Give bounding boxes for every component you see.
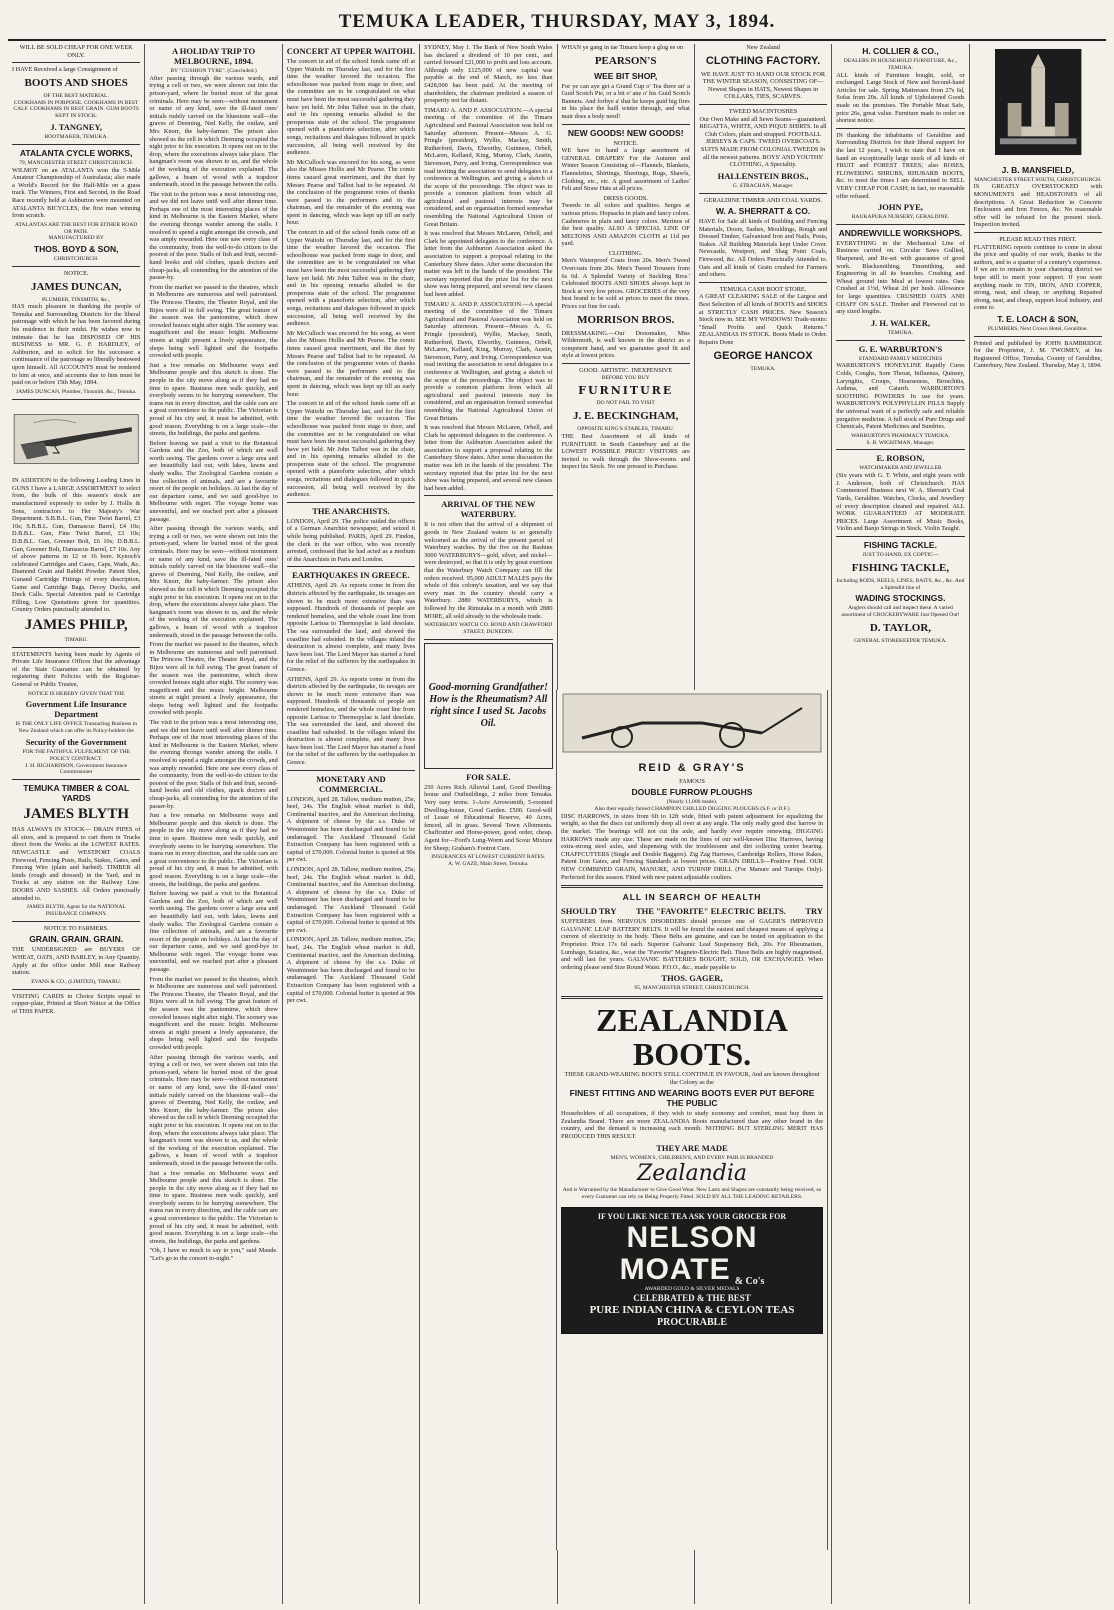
masthead: TEMUKA LEADER, THURSDAY, MAY 3, 1894. [8, 6, 1106, 41]
shotgun-illustration [12, 407, 140, 471]
column-7: H. COLLIER & CO., DEALERS IN HOUSEHOLD FURNITURE, &c., TEMUKA. ALL kinds of Furniture bought, sold, or exchanged. Large Stock of New and Second-hand Articles for sale. Spring Mattresses from 27s 6d, Sofas from 20s. All kinds of Upholstered Goods made on the premises. The Portable Meat Safe, price 26s, great value. Furniture made to order on shortest notice. IN thanking the inhabitants of Geraldine and Surrounding Districts for their liberal support for the last 12 years, I wish to state that I have on hand an exceptionally large stock of all kinds of FRUIT and FOREST TREES; also ROSES, FLOWERING SHRUBS, RHUBARB ROOTS, &c. to meet the times I am determined to SELL VERY CHEAP FOR CASH; in fact, no reasonable offer refused. JOHN PYE, RAUKAPUKA NURSERY, GERALDINE. ANDREWVILLE WORKSHOPS. EVERYTHING in the Mechanical Line of Business carried on. Circular Saws Gullied, Sharpened, and Re-set with guarantee of good work. Blacksmithing, Tinsmithing, and Engineering in all its branches. Crushing and Wheat ground into Meal at lowest rates. Oats Crushed at 1½d, Wheat 2d per bush. Allowance for large quantities. CRUSHED OATS AND CHAFF ON SALE. Timber and Firewood cut to any sized lengths. J. H. WALKER, TEMUKA. G. E. WARBURTON'S STANDARD FAMILY MEDICINES WARBURTON'S HONEYLINE Rapidly Cures Colds, Coughs, Sore Throat, Influenza, Quinsey, Laryngitis, Croups, Hoarseness, Bronchitis, Asthma, and Catarrh. WARBURTON'S SOOTHING POWDERS In use for years. WARBURTON'S POLYPHYLLIN PILLS Supply the universal want of a perfectly safe and reliable purgative medicine. A full stock of Pure Drugs and Chemicals, Patent Medicines and Sundries. WARBURTON'S PHARMACY TEMUKA. S. B. WIGHTMAN, Manager. E. ROBSON, WATCHMAKER AND JEWELLER (Six years with G. T. White, and eight years with J. Anderson, both of Christchurch. HAS Commenced Business next W. A. Sherratt's Coal Yards, Geraldine. Watches, Clocks, and Jewellery of every description cleaned and repaired. ALL WORK GUARANTEED AT MODERATE PRICES. Large Assortment of Music Books, Violin and Banjo Strings in Stock. Violin Taught. FISHING TACKLE. JUST TO HAND, EX COPTIC— FISHING TACKLE, Including RODS, REELS, LINES, BAITS, &c., &c. And a Splendid line of WADING STOCKINGS. Anglers should call and inspect these. A varied assortment of CROCKERYWARE Just Opened Out! D. TAYLOR, GENERAL STOREKEEPER TEMUKA. [832, 44, 969, 1604]
column-3: CONCERT AT UPPER WAITOHI. The concert in aid of the school funds came off at Upper Waitohi on Thursday last, and for the first time the weather favored the occasion. The schoolhouse was packed from stage to door, and the committee are to be congratulated on what must have been the most successful gathering they have yet held. Mr John Talbot was in the chair, and in his opening remarks alluded to the prosperous state of the school. The programme opened with a pianoforte selection, after which songs, recitations and dialogues followed in quick succession, all being well received by the audience. Mr McCulloch was encored for his song, as were also the Misses Hollis and Mr Pearse. The comic items caused great merriment, and the duet by Messrs Pearse and Talbot had to be repeated. At the conclusion of the programme votes of thanks were passed to the performers and to the chairman, and the remainder of the evening was spent in dancing, which was kept up till an early hour. The concert in aid of the school funds came off at Upper Waitohi on Thursday last, and for the first time the weather favored the occasion. The schoolhouse was packed from stage to door, and the committee are to be congratulated on what must have been the most successful gathering they have yet held. Mr John Talbot was in the chair, and in his opening remarks alluded to the prosperous state of the school. The programme opened with a pianoforte selection, after which songs, recitations and dialogues followed in quick succession, all being well received by the audience. Mr McCulloch was encored for his song, as were also the Misses Hollis and Mr Pearse. The comic items caused great merriment, and the duet by Messrs Pearse and Talbot had to be repeated. At the conclusion of the programme votes of thanks were passed to the performers and to the chairman, and the remainder of the evening was spent in dancing, which was kept up till an early hour. The concert in aid of the school funds came off at Upper Waitohi on Thursday last, and for the first time the weather favored the occasion. The schoolhouse was packed from stage to door, and the committee are to be congratulated on what must have been the most successful gathering they have yet held. Mr John Talbot was in the chair, and in his opening remarks alluded to the prosperous state of the school. The programme opened with a pianoforte selection, after which songs, recitations and dialogues followed in quick succession, all being well received by the audience. THE ANARCHISTS. LONDON, April 29. The police raided the offices of a German Anarchist newspaper, and seized it while being published. PARIS, April 29. Findon, the clerk in the war office, who was recently arrested, confessed that he had acted as a medium of the Anarchists in Paris and London. EARTHQUAKES IN GREECE. ATHENS, April 29. As reports come in from the districts affected by the earthquake, its ravages are shown to be much more extensive than was supposed. Hundreds of thousands of people are rendered homeless, and the whole coast line from opposite Larissa to Thermopylae is laid desolate. The sea surrounded the land, and showed the coastline had subsided. In the villages inland the destruction is almost complete, and many lives have been lost. The Lord Mayor has started a fund for the relief of the sufferers by the earthquakes in Greece. ATHENS, April 29. As reports come in from the districts affected by the earthquake, its ravages are shown to be much more extensive than was supposed. Hundreds of thousands of people are rendered homeless, and the whole coast line from opposite Larissa to Thermopylae is laid desolate. The sea surrounded the land, and showed the coastline had subsided. In the villages inland the destruction is almost complete, and many lives have been lost. The Lord Mayor has started a fund for the relief of the sufferers by the earthquakes in Greece. MONETARY AND COMMERCIAL. LONDON, April 28. Tallow, medium mutton, 25s; beef, 24s. The English wheat market is dull, Continental inactive, and the American declining. A shipment of cheese by the s.s. Duke of Westminster has been discharged and found to be undamaged. The Auckland Thousand Gold Extraction Company has been registered with a capital of £70,000. Colonial butter is quoted at 90s per cwt. LONDON, April 28. Tallow, medium mutton, 25s; beef, 24s. The English wheat market is dull, Continental inactive, and the American declining. A shipment of cheese by the s.s. Duke of Westminster has been discharged and found to be undamaged. The Auckland Thousand Gold Extraction Company has been registered with a capital of £70,000. Colonial butter is quoted at 90s per cwt. LONDON, April 28. Tallow, medium mutton, 25s; beef, 24s. The English wheat market is dull, Continental inactive, and the American declining. A shipment of cheese by the s.s. Duke of Westminster has been discharged and found to be undamaged. The Auckland Thousand Gold Extraction Company has been registered with a capital of £70,000. Colonial butter is quoted at 90s per cwt. [283, 44, 420, 1604]
ad-heading: BOOTS AND SHOES [24, 76, 128, 89]
plough-illustration [561, 693, 823, 753]
column-5: WHAN ye gang in tae Timaru keep a glog ee on PEARSON'S WEE BIT SHOP, For ye can aye get a Grand Cup o' Tea there an' a Guid Scotch Pie, or a bit o' ane o' his Guid Scotch Bannets. And forbye a' that he keeps guid big fires in his place the haill winter through, and what mair does a body need! NEW GOODS! NEW GOODS! NOTICE. WE have to hand a large assortment of GENERAL DRAPERY For the Autumn and Winter Season Consisting of—Flannels, Blankets, Flannelettes, Shirtings, Sheetings, Rugs, Shawls, Clothing, etc., etc. A good assortment of Ladies' Felt and Straw Hats at all prices. DRESS GOODS. Tweeds in all colors and qualities. Serges at various prices. Hopsacks in plain and fancy colors. Cashmeres in plain and fancy colors. Merinos of the best quality. ALSO A SPECIAL LINE OF MELTONS AND AMAZON CLOTH at 11d per yard. CLOTHING. Men's Waterproof Coats from 20s. Men's Tweed Overcoats from 20s. Men's Tweed Trousers from 6s 6d. A Splendid Variety of Suckling Bros.' Celebrated BOOTS AND SHOES always kept in Stock at very low prices. GROCERIES of the very best brand to be sold at prices to meet the times. Prices cut fine for cash. MORRISON BROS. DRESSMAKING.—Our Dressmaker, Miss Wildermoth, is well known in the district as a competent hand, and we guarantee good fit and style at lowest prices. GOOD. ARTISTIC. INEXPENSIVE BEFORE YOU BUY FURNITURE DO NOT FAIL TO VISIT J. E. BECKINGHAM, OPPOSITE KING'S STABLES, TIMARU. THE Best Assortment of all kinds of FURNITURE in South Canterbury and at the LOWEST POSSIBLE PRICE! VISITORS are invited to walk through the Show-rooms and inspect his Stock. No one pressed to Purchase. [558, 44, 695, 1604]
st-jacobs-oil-ad: Good-morning Grandfather! How is the Rheumatism? All right since I used St. Jacobs Oil. [424, 643, 552, 769]
column-1: WILL BE SOLD CHEAP FOR ONE WEEK ONLY. I HAVE Received a large Consignment of BOOTS AND SHOES OF THE BEST MATERIAL. COOKHAMS IN PORPOISE. COOKHAMS IN BEST CALF. COOKHAMS IN BEST GRAIN. GUM BOOTS KEPT IN STOCK. J. TANGNEY, BOOTMAKER, TEMUKA. ATALANTA CYCLE WORKS, 79, MANCHESTER STREET CHRISTCHURCH. WILMOT on an ATALANTA won the 5-Mile Amateur Championship of Australasia; also made a World's Record for the Half-Mile on a grass track. The Winners, First and Second, in the Road Race recently held at Ashburton were mounted on ATALANTA BICYCLES, the first man winning from scratch. ATALANTAS ARE THE BEST FOR EITHER ROAD OR PATH. MANUFACTURED BY THOS. BOYD & SON, CHRISTCHURCH. NOTICE. JAMES DUNCAN, PLUMBER, TINSMITH, &c., HAS much pleasure in thanking the people of Temuka and Surrounding Districts for the liberal patronage with which he has been favored during his residence in their midst. He wishes now to intimate that he has DISPOSED OF HIS BUSINESS to MR. G. F. HARDLEY, of Ashburton, and to solicit for his successor a continuance of the patronage so liberally bestowed upon himself. All ACCOUNTS must be rendered to him at once, and accounts due to him must be paid on or before 15th May, 1894. JAMES DUNCAN, Plumber, Tinsmith, &c., Temuka. IN ADDITION to the following Leading Lines in GUNS I have a LARGE ASSORTMENT to select from, the bulk of this season's stock are manufactured expressly to order by J. Hollis & Sons, contractors to Her Majesty's War Department. S.B.B.L. Gun, Fine Twist Barrel, £3 10s; S.B.B.L. Gun, Damascus Barrel, £4 10s; D.B.B.L. Gun, Fine Twist Barrel, £3 10s; D.B.B.L. Gun, Greener Bolt, £6 10s; D.B.B.L. Gun, Greener Bolt, Damascus Barrel, £7 10s. Any of above patterns in 12 or 16 bore. Kynoch's celebrated Cartridges and Cases, Caps, Wads, &c. Diamond Grain and Rabbit Powder. Patent Shot, Gunand Cartridge Fittings of every description, Game and Cartridge Bags, Decoy Ducks, and Duck Calls. Special Attention paid to Cartridge Filling, Low Quotations given for quantities. Country Orders punctually attended to. JAMES PHILP, TIMARU. STATEMENTS having been made by Agents of Private Life Insurance Offices that the advantage of the State Guarantee can be obtained by registering their Policies with the Registrar-General or Public Trustee, NOTICE IS HEREBY GIVEN THAT THE Government Life Insurance Department IS THE ONLY LIFE OFFICE Transacting Business in New Zealand which can offer its Policy-holders the Security of the Government FOR THE FAITHFUL FULFILMENT OF THE POLICY CONTRACT. J. H. RICHARDSON, Government Insurance Commissioner TEMUKA TIMBER & COAL YARDS JAMES BLYTH HAS ALWAYS IN STOCK— DRAIN PIPES of all sizes, and is prepared to cart them in Trucks direct from the Works at the LOWEST RATES. NEWCASTLE and WESTPORT COALS Firewood, Fencing Posts, Rails, Stakes, Gates, and Fencing Wire (plain and barbed). TIMBER all kinds (rough and dressed) in the Yard, and in Trucks at any station on the Railway Line. DOORS AND SASHES. All Orders punctually attended to. JAMES BLYTH, Agent for the NATIONAL INSURANCE COMPANY. NOTICE TO FARMERS. GRAIN. GRAIN. GRAIN. THE UNDERSIGNED are BUYERS OF WHEAT, OATS, AND BARLEY, in Any Quantity. Apply at the office under Mill near Railway station. EVANS & CO., (LIMITED), TIMARU. VISITING CARDS in Choice Scripts equal to copper-plate, Printed at Short Notice at the Office of THIS PAPER. [8, 44, 145, 1604]
column-2: A HOLIDAY TRIP TO MELBOURNE, 1894. BY "CUSHION TYRE". (Concluded.) After passing through the various wards, and trying a cell or two, we were shown out into the prison-yard, where lie buried most of the great criminals. Here may be seen—without monument or name of any kind, save the ill-fated ones' initials rudely carved on the bluestone wall—the graves of Deeming, Ned Kelly, the outlaw, and Mrs Knorr, the baby-farmer. The prison also showed us the cell in which Deeming occupied the night prior to his execution. It opens out on to the drop, where the executions always take place. The hangman's room was shown to us, and the whole of the working of the execution explained. The gallows, a beam of wood with a trapdoor underneath, stood in the passage between the cells. The visit to the prison was a most interesting one, and we did not leave until well after dinner time. Perhaps one of the most interesting places of the kind in Melbourne is the Eastern Market, where the evening throngs wander among the stalls. I resolved to spend a night amongst the crowds, and was amply rewarded. Here one saw every class of the community, from the well-to-do citizen to the poorest of the poor. Stalls of fish and fruit, second-hand books and old clothes, quack doctors and cheap-jacks, all contending for the attention of the passer-by. From the market we passed to the theatres, which in Melbourne are numerous and well patronised. The Princess Theatre, the Theatre Royal, and the Bijou were all in full swing. The great feature of the season was the pantomime, which drew crowded houses night after night. The scenery was magnificent and the music bright. Melbourne streets at night present a lively appearance, the shops being well lighted and the footpaths crowded with people. Just a few remarks on Melbourne ways and Melbourne people and this sketch is done. The people in the city move along as if they had no time to spare. Business men walk quickly, and everybody seems to be hurrying somewhere. The trams run in every direction, and the cable cars are a great convenience to the public. The Victorian is proud of his city and, it must be admitted, with good reason. Everything is on a large scale—the streets, the buildings, the parks and gardens. Before leaving we paid a visit to the Botanical Gardens and the Zoo, both of which are well worth seeing. The gardens cover a large area and are beautifully laid out, with lakes, lawns and shady walks. The Zoological Gardens contain a fine collection of animals, and are a favourite resort of the people on holidays. At last the day of our departure came, and we said good-bye to Melbourne with regret. The voyage home was uneventful, and we reached port after a pleasant passage. After passing through the various wards, and trying a cell or two, we were shown out into the prison-yard, where lie buried most of the great criminals. Here may be seen—without monument or name of any kind, save the ill-fated ones' initials rudely carved on the bluestone wall—the graves of Deeming, Ned Kelly, the outlaw, and Mrs Knorr, the baby-farmer. The prison also showed us the cell in which Deeming occupied the night prior to his execution. It opens out on to the drop, where the executions always take place. The hangman's room was shown to us, and the whole of the working of the execution explained. The gallows, a beam of wood with a trapdoor underneath, stood in the passage between the cells. From the market we passed to the theatres, which in Melbourne are numerous and well patronised. The Princess Theatre, the Theatre Royal, and the Bijou were all in full swing. The great feature of the season was the pantomime, which drew crowded houses night after night. The scenery was magnificent and the music bright. Melbourne streets at night present a lively appearance, the shops being well lighted and the footpaths crowded with people. The visit to the prison was a most interesting one, and we did not leave until well after dinner time. Perhaps one of the most interesting places of the kind in Melbourne is the Eastern Market, where the evening throngs wander among the stalls. I resolved to spend a night amongst the crowds, and was amply rewarded. Here one saw every class of the community, from the well-to-do citizen to the poorest of the poor. Stalls of fish and fruit, second-hand books and old clothes, quack doctors and cheap-jacks, all contending for the attention of the passer-by. Just a few remarks on Melbourne ways and Melbourne people and this sketch is done. The people in the city move along as if they had no time to spare. Business men walk quickly, and everybody seems to be hurrying somewhere. The trams run in every direction, and the cable cars are a great convenience to the public. The Victorian is proud of his city and, it must be admitted, with good reason. Everything is on a large scale—the streets, the buildings, the parks and gardens. Before leaving we paid a visit to the Botanical Gardens and the Zoo, both of which are well worth seeing. The gardens cover a large area and are beautifully laid out, with lakes, lawns and shady walks. The Zoological Gardens contain a fine collection of animals, and are a favourite resort of the people on holidays. At last the day of our departure came, and we said good-bye to Melbourne with regret. The voyage home was uneventful, and we reached port after a pleasant passage. From the market we passed to the theatres, which in Melbourne are numerous and well patronised. The Princess Theatre, the Theatre Royal, and the Bijou were all in full swing. The great feature of the season was the pantomime, which drew crowded houses night after night. The scenery was magnificent and the music bright. Melbourne streets at night present a lively appearance, the shops being well lighted and the footpaths crowded with people. After passing through the various wards, and trying a cell or two, we were shown out into the prison-yard, where lie buried most of the great criminals. Here may be seen—without monument or name of any kind, save the ill-fated ones' initials rudely carved on the bluestone wall—the graves of Deeming, Ned Kelly, the outlaw, and Mrs Knorr, the baby-farmer. The prison also showed us the cell in which Deeming occupied the night prior to his execution. It opens out on to the drop, where the executions always take place. The hangman's room was shown to us, and the whole of the working of the execution explained. The gallows, a beam of wood with a trapdoor underneath, stood in the passage between the cells. Just a few remarks on Melbourne ways and Melbourne people and this sketch is done. The people in the city move along as if they had no time to spare. Business men walk quickly, and everybody seems to be hurrying somewhere. The trams run in every direction, and the cable cars are a great convenience to the public. The Victorian is proud of his city and, it must be admitted, with good reason. Everything is on a large scale—the streets, the buildings, the parks and gardens. "Oh, I have so much to say to you," said Maude. "Let's go to the concert to-night." [145, 44, 282, 1604]
tea-ad: IF YOU LIKE NICE TEA ASK YOUR GROCER FOR NELSON MOATE & Co's AWARDED GOLD & SILVER MEDALS CELEBRATED & THE BEST PURE INDIAN CHINA & CEYLON TEAS PROCURABLE [561, 1207, 823, 1334]
column-8: J. B. MANSFIELD, MANCHESTER STREET SOUTH, CHRISTCHURCH. IS GREATLY OVERSTOCKED with MONUMENTS and HEADSTONES of all descriptions. A Great Reduction in Concrete Enclosures and Iron Fences, &c. No reasonable offer will be refused for the present stock. Inspection invited. PLEASE READ THIS FIRST. FLATTERING reports continue to come in about the price and quality of our work, thanks to the authors, and to a quarter of a century's experience. If we are to remain in your charming district we hope still to merit your support. If you want anything made in TIN, IRON, AND COPPER, strong, neat, and cheap, or anything Repaired strong, neat, and cheap, support local industry, and come to T. E. LOACH & SON, PLUMBERS, Next Crown Hotel, Geraldine. Printed and published by JOHN BAMBRIDGE for the Proprietor, J. M. TWOMEY, at his Registered Office, Temuka, County of Geraldine, Canterbury, New Zealand. Thursday, May 3, 1894. [970, 44, 1106, 1604]
article-heading: A HOLIDAY TRIP TO MELBOURNE, 1894. [171, 46, 256, 66]
monument-illustration [974, 48, 1102, 156]
column-4: SYDNEY, May 1. The Bank of New South Wales has declared a dividend of 10 per cent., and carried forward £21,000 to profit and loss account. Although only £125,000 of new capital was payable at the end of March, no less than £428,000 has been paid. At the meeting of shareholders, the chairman predicted a season of prosperity not far distant. TIMARU A. AND P. ASSOCIATION.—A special meeting of the committee of the Timaru Agricultural and Pastoral Association was held on Saturday afternoon. Present—Messrs A. G. Pringle (president), Wyllie, Mackay, Smith, Rutherford, Davis, Elworthy, Guinness, Orbell, McLaren, Kelland, King, Murray, Clark, Austin, Stevenson, Parry, and Irving. Correspondence was read inviting the association to send delegates to a conference at Wellington, and giving a sketch of the scope of the proceedings. The object was to provide a common platform from which all agricultural and pastoral interests may be considered, and an organisation formed somewhat resembling the National Agricultural Union of Great Britain. It was resolved that Messrs McLaren, Orbell, and Clark be appointed delegates to the conference. A letter from the Ashburton Association asked the association to support a proposal relating to the Canterbury Show dates. After some discussion the matter was left in the hands of the president. The secretary reported that the prize list for the next show was being prepared, and several new classes had been added. TIMARU A. AND P. ASSOCIATION.—A special meeting of the committee of the Timaru Agricultural and Pastoral Association was held on Saturday afternoon. Present—Messrs A. G. Pringle (president), Wyllie, Mackay, Smith, Rutherford, Davis, Elworthy, Guinness, Orbell, McLaren, Kelland, King, Murray, Clark, Austin, Stevenson, Parry, and Irving. Correspondence was read inviting the association to send delegates to a conference at Wellington, and giving a sketch of the scope of the proceedings. The object was to provide a common platform from which all agricultural and pastoral interests may be considered, and an organisation formed somewhat resembling the National Agricultural Union of Great Britain. It was resolved that Messrs McLaren, Orbell, and Clark be appointed delegates to the conference. A letter from the Ashburton Association asked the association to support a proposal relating to the Canterbury Show dates. After some discussion the matter was left in the hands of the president. The secretary reported that the prize list for the next show was being prepared, and several new classes had been added. ARRIVAL OF THE NEW WATERBURY. It is not often that the arrival of a shipment of goods in New Zealand waters is so generally welcomed as the arrival of the present parcel of Waterbury watches. By the five on the Rashine 3000 WATERBURYS—gold, silver, and nickel—were destroyed, so that it is only by great exertions that the Waterbury Watch Company can fill the orders received. 95,000 ADULT MALES pays the whole of this colony's taxation, and we say that every man in the country should carry a Waterbury. 2880 WATERBURYS, which is followed by the Rimutaka in a month with 2880 MORE, all sold already to the wholesale trade. WATERBURY WATCH CO. BOND AND CRAWFORD STREET, DUNEDIN. Good-morning Grandfather! How is the Rheumatism? All right since I used St. Jacobs Oil. FOR SALE. 250 Acres Rich Alluvial Land, Good Dwelling-house and Outbuildings, 2 miles from Temuka. Very easy terms. 1-Acre Arrowsmith, 5-roomed Dwelling-house, Good Garden. £500. Good-will of Lease of Educational Reserve, 40 Acres, fenced, all in grass. Several Town Allotments. Chaffcutter and Horse-power, good order, cheap. Agent for—Ford's Lung-Worm and Scour Mixture for Sheep; Graham's Footrot Cure. INSURANCES AT LOWEST CURRENT RATES. A. W. GAZE, Main Street, Temuka. [420, 44, 557, 1604]
wide-ads-block: REID & GRAY'S FAMOUS DOUBLE FURROW PLOUGHS (Nearly 11,000 made). Also their equally famed CHAMPION CHILLED DIGGING PLOUGHS (S.F. or D.F.) DISC HARROWS, in sizes from 6ft to 12ft wide, fitted with patent adjustment for equalizing the weight, so that the discs cut uniformly deep all over at any angle. The only really good disc harrow in the market. The bearings will not cut the axle, and hardly ever require renewing. DIGGING HARROWS made any size. These are made on the lines of our well-known Disc Harrows, having extra-strong steel axles, and dispensing with the troublesome and dirt collecting centre bearing. CHAFFCUTTERS (Single and Double Baggers). Zig Zag Harrows, Cambridge Rollers, Horse Rakes, Patent Iron Gates, and Fencing Standards at lowest prices. GRAIN DRILLS—Positive Feed. OUR NEW COMBINED GRAIN, MANURE, AND TURNIP DRILL (For Manure and Turnips Only). Perfected for this season. Fitted with new patent adjustable coulters. ALL IN SEARCH OF HEALTH SHOULD TRY THE "FAVORITE" ELECTRIC BELTS. TRY SUFFERERS from NERVOUS DISORDERS should procure one of GAGER'S IMPROVED GALVANIC LEAF BATTERY BELTS. It will be found the easiest and cheapest means of applying a current of electricity to the body. These Belts are genuine, and can be tested on application to the Proprietor. Price 17s 6d each. Superior Galvanic Leaf Suspensory Belt, 20s. For Rheumatism, Lumbago, Sciatica, &c., wear the "Favorite" Magneto-Electric Belt. These Belts are highly magnetised, and will last for years. GALVANIC BATTERIES BOUGHT, SOLD, OR EXCHANGED. When ordering please send Size Round Waist. P.O.O., &c., made payable to THOS. GAGER, 95, MANCHESTER STREET, CHRISTCHURCH. ZEALANDIA BOOTS. THESE GRAND-WEARING BOOTS STILL CONTINUE IN FAVOUR, And are known throughout the Colony as the FINEST FITTING AND WEARING BOOTS EVER PUT BEFORE THE PUBLIC Householders of all occupations, if they wish to study economy and comfort, must buy them in Zealandia Brand. There are more ZEALANDIA Boots manufactured than any other brand in the country, and the demand is increasing each month. NOTHING BUT STERLING MERIT HAS PRODUCED THIS RESULT. THEY ARE MADE MEN'S, WOMEN'S, CHILDREN'S, AND EVERY PAIR IS BRANDED Zealandia And is Warranted by the Manufacturer to Give Good Wear. New Lasts and Shapes are constantly being received, so every Customer can rely on Being Properly Fitted. SOLD BY ALL THE LEADING RETAILERS. IF YOU LIKE NICE TEA ASK YOUR GROCER FOR NELSON MOATE & Co's AWARDED GOLD & SILVER MEDALS CELEBRATED & THE BEST PURE INDIAN CHINA & CEYLON TEAS PROCURABLE [556, 690, 828, 1550]
column-6: New Zealand CLOTHING FACTORY. WE HAVE JUST TO HAND OUR STOCK FOR THE WINTER SEASON, CONSISTING OF— Newest Shapes in HATS, Newest Shapes in COLLARS, TIES, SCARVES. TWEED MACINTOSHES Our Own Make and all Sewn Seams—guaranteed. REGATTA, WHITE, AND PIQUE SHIRTS. In all Club Colors, plain and strapped. FOOTBALL JERSEYS & CAPS. TWEED OVERCOATS. SUITS MADE FROM COLONIAL TWEEDS In all the newest patterns. BOYS' AND YOUTHS' CLOTHING, A Speciality. HALLENSTEIN BROS., G. STRACHAN, Manager. GERALDINE TIMBER AND COAL YARDS. W. A. SHERRATT & CO. HAVE for Sale all kinds of Building and Fencing Materials, Doors, Sashes, Mouldings, Rough and Dressed Timber, Galvanised Iron and Nails, Posts, Stakes. All Building Materials kept Under Cover. Newcastle, Westport, and Shag Point Coals, Firewood, &c. All Orders Punctually Attended to. Oats and all kinds of Grain crushed for Farmers and others. TEMUKA CASH BOOT STORE. A GREAT CLEARING SALE of the Largest and Best Selection of all kinds of BOOTS and SHOES at STRICTLY CASH PRICES. New Season's Stock now in. SEE MY WINDOWS! Trade-motto: "Small Profits and Quick Returns." ZEALANDIAS IN STOCK. Boots Made to Order. Repairs Done GEORGE HANCOX TEMUKA. [695, 44, 832, 1604]
article-heading: CONCERT AT UPPER WAITOHI. [286, 46, 416, 56]
sale-notice: WILL BE SOLD CHEAP FOR ONE WEEK ONLY. [19, 44, 133, 59]
